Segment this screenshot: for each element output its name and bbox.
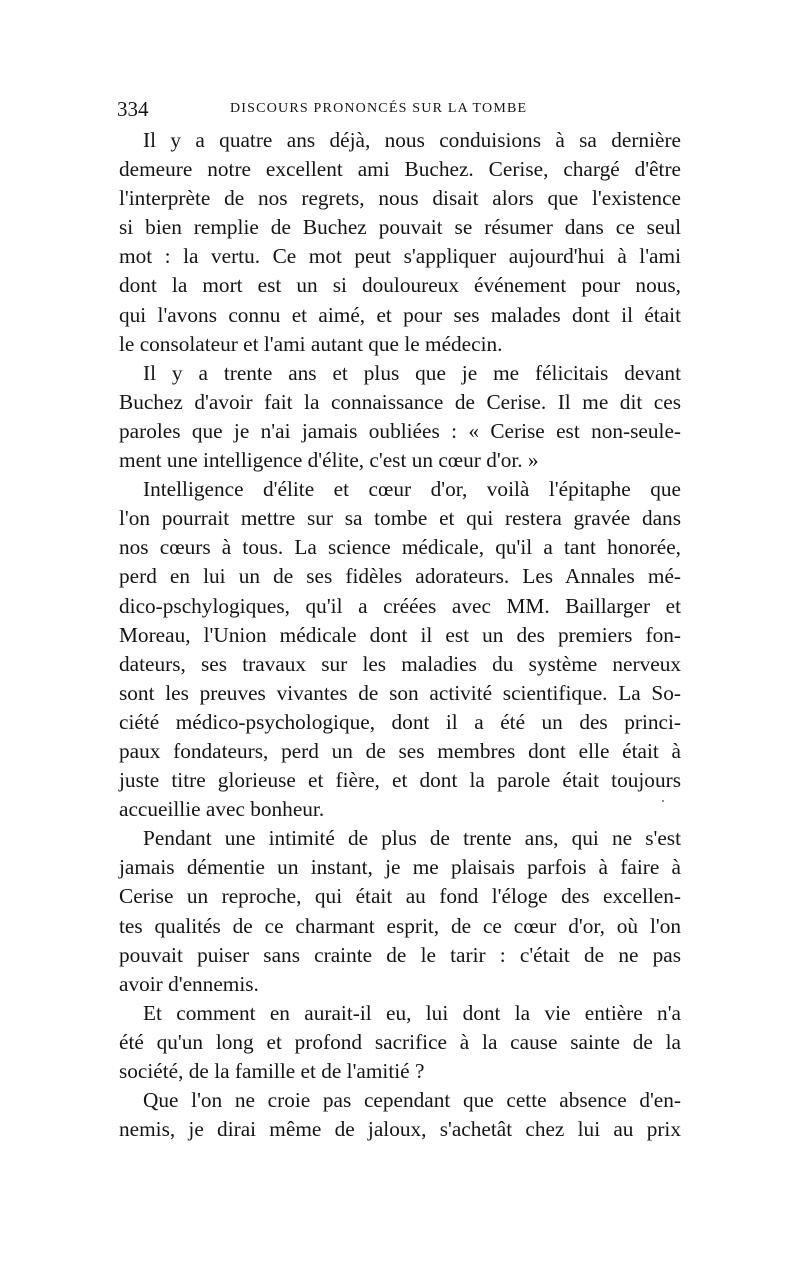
text-line: Intelligence d'élite et cœur d'or, voilà l'épitaphe que <box>143 477 681 502</box>
text-line: pouvait puiser sans crainte de le tarir : c'était de ne pas <box>119 942 681 967</box>
text-line: été qu'un long et profond sacrifice à la cause sainte de la <box>119 1029 681 1054</box>
text-line: dateurs, ses travaux sur les maladies du système nerveux <box>119 651 681 676</box>
text-line: avoir d'ennemis. <box>119 971 259 996</box>
text-line: Moreau, l'Union médicale dont il est un des premiers fon- <box>119 622 681 647</box>
text-line: société, de la famille et de l'amitié ? <box>119 1059 425 1083</box>
body-text <box>119 126 681 1144</box>
text-line: dont la mort est un si douloureux événement pour nous, <box>119 273 681 298</box>
text-line: qui l'avons connu et aimé, et pour ses malades dont il était <box>119 302 681 327</box>
text-line: si bien remplie de Buchez pouvait se résumer dans ce seul <box>119 215 681 240</box>
running-title: DISCOURS PRONONCÉS SUR LA TOMBE <box>230 101 528 116</box>
text-line: Pendant une intimité de plus de trente ans, qui ne s'est <box>143 826 681 851</box>
text-line: ciété médico-psychologique, dont il a été un des princi- <box>119 709 681 734</box>
text-line: sont les preuves vivantes de son activité scientifique. La So- <box>119 680 681 705</box>
text-line: Il y a quatre ans déjà, nous conduisions à sa dernière <box>143 128 681 152</box>
text-line: nemis, je dirai même de jaloux, s'achetât chez lui au prix <box>119 1117 681 1142</box>
text-line: Buchez d'avoir fait la connaissance de Cerise. Il me dit ces <box>119 389 681 414</box>
text-line: juste titre glorieuse et fière, et dont la parole était toujours <box>119 768 681 793</box>
text-line: Que l'on ne croie pas cependant que cette absence d'en- <box>143 1088 681 1113</box>
text-line: accueillie avec bonheur. <box>119 797 325 822</box>
text-line: dico-pschylogiques, qu'il a créées avec MM. Baillarger et <box>119 593 681 618</box>
text-line: perd en lui un de ses fidèles adorateurs. Les Annales mé- <box>119 564 681 589</box>
print-speck <box>662 800 664 802</box>
text-line: Cerise un reproche, qui était au fond l'éloge des excellen- <box>119 884 681 909</box>
text-line: paux fondateurs, perd un de ses membres dont elle était à <box>119 738 681 763</box>
page-number: 334 <box>117 97 149 121</box>
text-line: tes qualités de ce charmant esprit, de ce cœur d'or, où l'on <box>119 913 681 938</box>
text-line: l'interprète de nos regrets, nous disait alors que l'existence <box>119 186 681 211</box>
text-line: Il y a trente ans et plus que je me félicitais devant <box>143 360 681 385</box>
text-line: le consolateur et l'ami autant que le médecin. <box>119 331 503 356</box>
running-head <box>117 97 680 121</box>
text-line: nos cœurs à tous. La science médicale, qu'il a tant honorée, <box>119 535 681 560</box>
text-line: paroles que je n'ai jamais oubliées : « Cerise est non-seule- <box>119 418 681 443</box>
text-line: demeure notre excellent ami Buchez. Cerise, chargé d'être <box>119 157 681 182</box>
text-line: jamais démentie un instant, je me plaisais parfois à faire à <box>119 855 681 880</box>
text-line: mot : la vertu. Ce mot peut s'appliquer aujourd'hui à l'ami <box>119 244 681 269</box>
text-line: ment une intelligence d'élite, c'est un cœur d'or. » <box>119 448 539 473</box>
text-line: Et comment en aurait-il eu, lui dont la vie entière n'a <box>143 1000 681 1025</box>
text-line: l'on pourrait mettre sur sa tombe et qui restera gravée dans <box>119 506 681 531</box>
